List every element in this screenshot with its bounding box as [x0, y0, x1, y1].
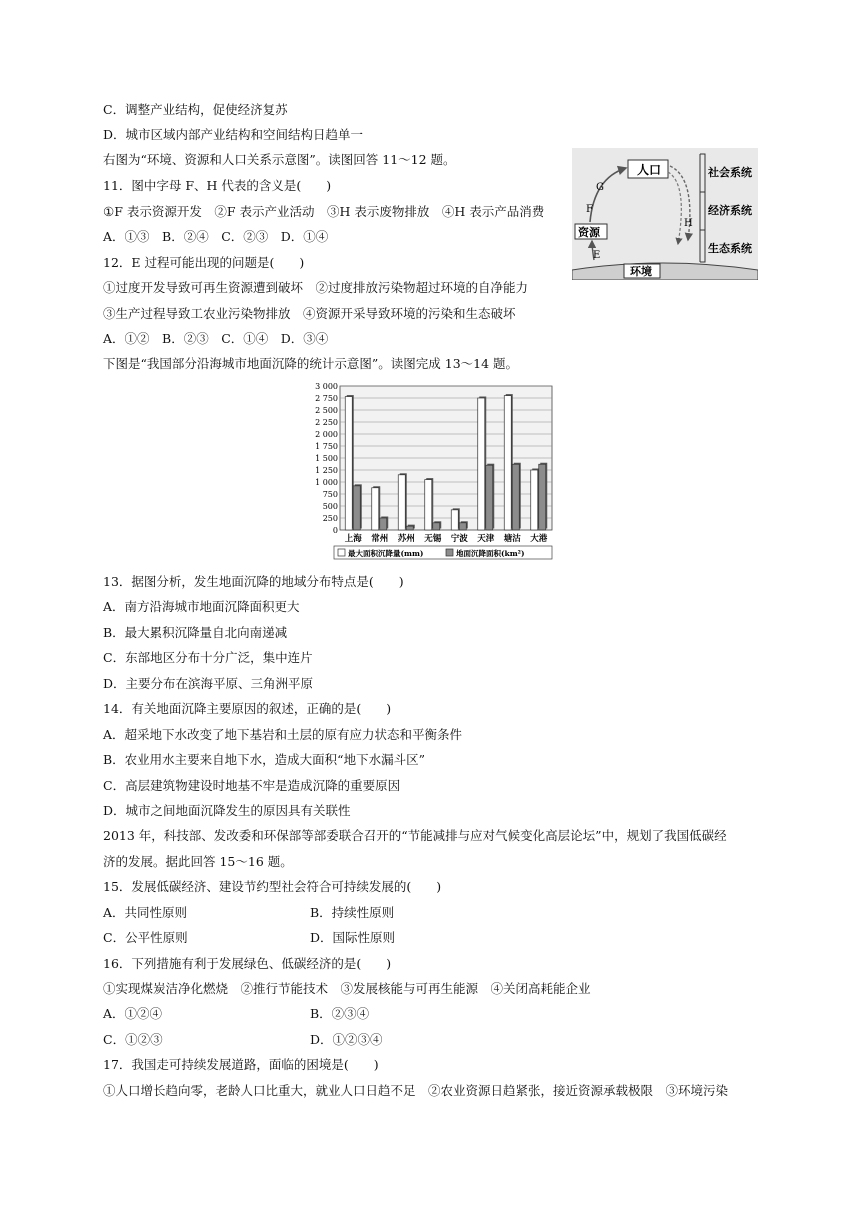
legend-swatch: [446, 549, 453, 556]
question-12-statements-1: ①过度开发导致可再生资源遭到破坏 ②过度排放污染物超过环境的自净能力: [103, 280, 529, 295]
x-tick-label: 无锡: [424, 534, 442, 544]
environment-label: 环境: [630, 265, 652, 278]
bar: [380, 518, 387, 530]
bar: [433, 523, 440, 530]
question-14-option-b: B．农业用水主要来自地下水，造成大面积“地下水漏斗区”: [103, 752, 425, 767]
question-13-option-b: B．最大累积沉降量自北向南递减: [103, 625, 288, 640]
bar: [372, 488, 379, 530]
question-16-option-a: A．①②④: [103, 1006, 163, 1021]
question-16: 16．下列措施有利于发展绿色、低碳经济的是( ): [103, 956, 392, 971]
letter-g: G: [596, 182, 604, 193]
question-15-options-cd: [103, 930, 395, 946]
bar: [539, 464, 546, 530]
bar: [512, 464, 519, 530]
question-11-statements: ①F 表示资源开发 ②F 表示产业活动 ③H 表示废物排放 ④H 表示产品消费: [103, 204, 545, 219]
bar: [486, 465, 493, 530]
land-subsidence-chart: [308, 380, 556, 562]
y-tick-label: 2 750: [315, 394, 338, 403]
environment-resource-population-diagram: [572, 148, 758, 280]
x-tick-label: 宁波: [450, 534, 468, 544]
question-14-option-c: C．高层建筑物建设时地基不牢是造成沉降的重要原因: [103, 778, 401, 793]
question-11: 11．图中字母 F、H 代表的含义是( ): [103, 178, 332, 193]
question-14-option-d: D．城市之间地面沉降发生的原因具有关联性: [103, 803, 351, 818]
option-c-q10: C．调整产业结构，促使经济复苏: [103, 102, 288, 117]
question-12: 12．E 过程可能出现的问题是( ): [103, 255, 305, 270]
letter-h: H: [684, 218, 693, 229]
question-15-option-b: B．持续性原则: [310, 905, 395, 920]
letter-f: F: [586, 204, 593, 215]
bar: [451, 510, 458, 530]
question-16-option-c: C．①②③: [103, 1032, 163, 1047]
x-tick-label: 天津: [477, 534, 495, 544]
bar: [406, 526, 413, 530]
question-13-option-d: D．主要分布在滨海平原、三角洲平原: [103, 676, 314, 691]
resource-label: 资源: [578, 226, 600, 239]
question-15-option-c: C．公平性原则: [103, 930, 188, 945]
social-system-label: 社会系统: [708, 166, 752, 179]
y-tick-label: 1 500: [315, 454, 338, 463]
question-13-option-a: A．南方沿海城市地面沉降面积更大: [103, 599, 300, 614]
bar: [398, 475, 405, 530]
question-16-options-ab: [103, 1006, 369, 1022]
question-14: 14．有关地面沉降主要原因的叙述，正确的是( ): [103, 701, 392, 716]
question-15: 15．发展低碳经济、建设节约型社会符合可持续发展的( ): [103, 879, 442, 894]
y-tick-label: 3 000: [315, 382, 338, 391]
intro-q15-16-line1: 2013 年，科技部、发改委和环保部等部委联合召开的“节能减排与应对气候变化高层论坛”中，规划了我国低碳经: [103, 828, 727, 843]
bar: [478, 398, 485, 530]
question-12-options: A．①② B．②③ C．①④ D．③④: [103, 331, 329, 346]
question-16-options-cd: [103, 1032, 383, 1048]
option-d-q10: D．城市区域内部产业结构和空间结构日趋单一: [103, 127, 364, 142]
economic-system-label: 经济系统: [708, 204, 752, 217]
bar: [425, 480, 432, 530]
question-16-option-b: B．②③④: [310, 1006, 370, 1021]
y-tick-label: 750: [322, 490, 338, 499]
question-13: 13．据图分析，发生地面沉降的地域分布特点是( ): [103, 574, 404, 589]
x-tick-label: 苏州: [397, 534, 415, 544]
question-13-option-c: C．东部地区分布十分广泛，集中连片: [103, 650, 313, 665]
x-tick-label: 大港: [530, 534, 548, 544]
y-tick-label: 2 500: [315, 406, 338, 415]
question-16-option-d: D．①②③④: [310, 1032, 383, 1047]
intro-q11-12: 右图为“环境、资源和人口关系示意图”。读图回答 11～12 题。: [103, 152, 456, 167]
question-15-option-d: D．国际性原则: [310, 930, 396, 945]
bar: [345, 397, 352, 530]
question-11-options: A．①③ B．②④ C．②③ D．①④: [103, 229, 329, 244]
x-tick-label: 常州: [371, 534, 389, 544]
y-tick-label: 500: [322, 502, 338, 511]
bar: [504, 396, 511, 530]
question-17: 17．我国走可持续发展道路，面临的困境是( ): [103, 1057, 379, 1072]
question-16-statements: ①实现煤炭洁净化燃烧 ②推行节能技术 ③发展核能与可再生能源 ④关闭高耗能企业: [103, 981, 591, 996]
x-tick-label: 上海: [344, 534, 362, 544]
y-tick-label: 2 000: [315, 430, 338, 439]
letter-e: E: [593, 250, 601, 261]
bar: [531, 470, 538, 530]
legend-label: 地面沉降面积(km²): [456, 549, 525, 558]
bar: [353, 486, 360, 530]
intro-q13-14: 下图是“我国部分沿海城市地面沉降的统计示意图”。读图完成 13～14 题。: [103, 356, 519, 371]
question-15-option-a: A．共同性原则: [103, 905, 188, 920]
question-17-statements: ①人口增长趋向零，老龄人口比重大，就业人口日趋不足 ②农业资源日趋紧张，接近资源承载极限 ③环境污染: [103, 1083, 729, 1098]
y-tick-label: 1 750: [315, 442, 338, 451]
x-tick-label: 塘沽: [503, 534, 521, 544]
legend-label: 最大面积沉降量(mm): [348, 549, 424, 558]
y-tick-label: 2 250: [315, 418, 338, 427]
intro-q15-16-line2: 济的发展。据此回答 15～16 题。: [103, 854, 293, 869]
question-15-options-ab: [103, 905, 394, 921]
question-12-statements-2: ③生产过程导致工农业污染物排放 ④资源开采导致环境的污染和生态破坏: [103, 306, 516, 321]
y-tick-label: 1 250: [315, 466, 338, 475]
ecological-system-label: 生态系统: [708, 242, 752, 255]
y-tick-label: 0: [332, 526, 338, 535]
question-14-option-a: A．超采地下水改变了地下基岩和土层的原有应力状态和平衡条件: [103, 727, 463, 742]
y-tick-label: 250: [322, 514, 338, 523]
y-tick-label: 1 000: [315, 478, 338, 487]
bar: [459, 523, 466, 530]
legend-swatch: [338, 549, 345, 556]
population-label: 人口: [637, 163, 662, 177]
